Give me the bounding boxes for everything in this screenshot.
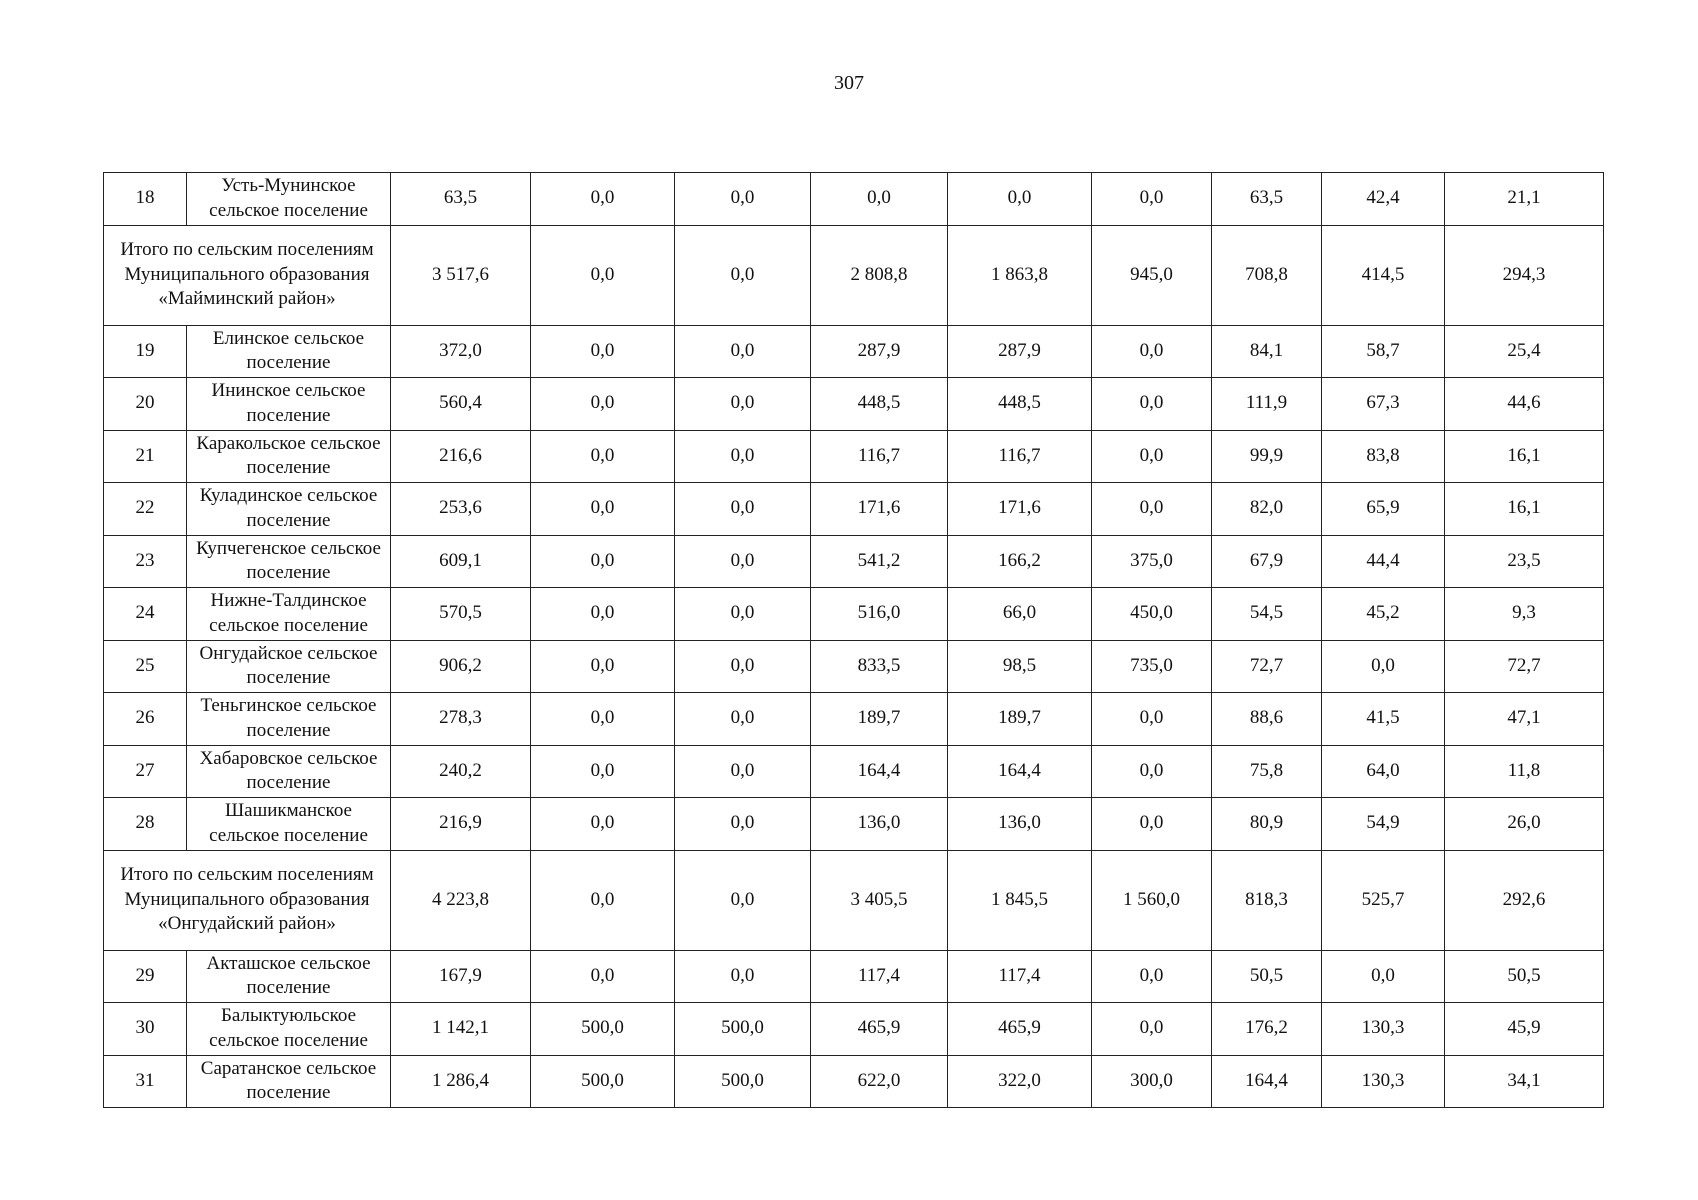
value-cell: 622,0 [811, 1055, 948, 1108]
value-cell: 116,7 [811, 430, 948, 483]
value-cell: 0,0 [531, 693, 675, 746]
value-cell: 0,0 [1092, 173, 1212, 226]
table-row [104, 588, 1604, 641]
value-cell: 83,8 [1322, 430, 1445, 483]
value-cell: 278,3 [391, 693, 531, 746]
value-cell: 0,0 [675, 693, 811, 746]
value-cell: 41,5 [1322, 693, 1445, 746]
row-number: 28 [104, 798, 187, 851]
table-row [104, 745, 1604, 798]
settlement-name: Саратанское сельское поселение [187, 1055, 391, 1108]
settlement-name: Каракольское сельское поселение [187, 430, 391, 483]
value-cell: 98,5 [948, 640, 1092, 693]
value-cell: 1 560,0 [1092, 850, 1212, 950]
value-cell: 99,9 [1212, 430, 1322, 483]
value-cell: 23,5 [1445, 535, 1604, 588]
value-cell: 450,0 [1092, 588, 1212, 641]
table-row [104, 950, 1604, 1003]
value-cell: 300,0 [1092, 1055, 1212, 1108]
value-cell: 72,7 [1212, 640, 1322, 693]
settlement-name: Шашикманское сельское поселение [187, 798, 391, 851]
value-cell: 945,0 [1092, 225, 1212, 325]
value-cell: 322,0 [948, 1055, 1092, 1108]
budget-table [103, 172, 1604, 1108]
value-cell: 64,0 [1322, 745, 1445, 798]
value-cell: 11,8 [1445, 745, 1604, 798]
value-cell: 0,0 [531, 588, 675, 641]
value-cell: 541,2 [811, 535, 948, 588]
row-number: 23 [104, 535, 187, 588]
settlement-name: Елинское сельское поселение [187, 325, 391, 378]
value-cell: 117,4 [811, 950, 948, 1003]
value-cell: 292,6 [1445, 850, 1604, 950]
value-cell: 25,4 [1445, 325, 1604, 378]
value-cell: 116,7 [948, 430, 1092, 483]
value-cell: 1 863,8 [948, 225, 1092, 325]
value-cell: 189,7 [948, 693, 1092, 746]
value-cell: 16,1 [1445, 483, 1604, 536]
table-row [104, 430, 1604, 483]
value-cell: 16,1 [1445, 430, 1604, 483]
value-cell: 0,0 [675, 225, 811, 325]
value-cell: 136,0 [811, 798, 948, 851]
value-cell: 166,2 [948, 535, 1092, 588]
settlement-name: Ининское сельское поселение [187, 378, 391, 431]
value-cell: 0,0 [675, 535, 811, 588]
value-cell: 84,1 [1212, 325, 1322, 378]
value-cell: 0,0 [675, 950, 811, 1003]
value-cell: 0,0 [1322, 640, 1445, 693]
row-number: 26 [104, 693, 187, 746]
value-cell: 0,0 [948, 173, 1092, 226]
value-cell: 72,7 [1445, 640, 1604, 693]
row-number: 21 [104, 430, 187, 483]
table-row [104, 535, 1604, 588]
settlement-name: Теньгинское сельское поселение [187, 693, 391, 746]
value-cell: 0,0 [811, 173, 948, 226]
settlement-name: Усть-Мунинское сельское поселение [187, 173, 391, 226]
value-cell: 465,9 [948, 1003, 1092, 1056]
value-cell: 26,0 [1445, 798, 1604, 851]
value-cell: 171,6 [948, 483, 1092, 536]
value-cell: 44,4 [1322, 535, 1445, 588]
value-cell: 111,9 [1212, 378, 1322, 431]
value-cell: 0,0 [675, 798, 811, 851]
row-number: 25 [104, 640, 187, 693]
row-number: 22 [104, 483, 187, 536]
value-cell: 448,5 [948, 378, 1092, 431]
value-cell: 448,5 [811, 378, 948, 431]
value-cell: 164,4 [948, 745, 1092, 798]
value-cell: 0,0 [531, 430, 675, 483]
value-cell: 67,3 [1322, 378, 1445, 431]
value-cell: 253,6 [391, 483, 531, 536]
value-cell: 189,7 [811, 693, 948, 746]
value-cell: 0,0 [531, 483, 675, 536]
value-cell: 287,9 [948, 325, 1092, 378]
value-cell: 9,3 [1445, 588, 1604, 641]
value-cell: 0,0 [1092, 798, 1212, 851]
value-cell: 0,0 [1092, 430, 1212, 483]
value-cell: 0,0 [1322, 950, 1445, 1003]
value-cell: 0,0 [675, 745, 811, 798]
table-row [104, 378, 1604, 431]
value-cell: 1 845,5 [948, 850, 1092, 950]
settlement-name: Балыктуюльское сельское поселение [187, 1003, 391, 1056]
value-cell: 525,7 [1322, 850, 1445, 950]
value-cell: 0,0 [675, 588, 811, 641]
value-cell: 0,0 [1092, 1003, 1212, 1056]
value-cell: 80,9 [1212, 798, 1322, 851]
value-cell: 0,0 [531, 640, 675, 693]
value-cell: 2 808,8 [811, 225, 948, 325]
table-row [104, 693, 1604, 746]
table-row [104, 640, 1604, 693]
value-cell: 1 142,1 [391, 1003, 531, 1056]
row-number: 19 [104, 325, 187, 378]
row-number: 29 [104, 950, 187, 1003]
value-cell: 65,9 [1322, 483, 1445, 536]
table-body [104, 173, 1604, 1108]
value-cell: 0,0 [675, 640, 811, 693]
table-row [104, 1003, 1604, 1056]
settlement-name: Купчегенское сельское поселение [187, 535, 391, 588]
value-cell: 167,9 [391, 950, 531, 1003]
settlement-name: Онгудайское сельское поселение [187, 640, 391, 693]
value-cell: 171,6 [811, 483, 948, 536]
total-row [104, 850, 1604, 950]
table-row [104, 483, 1604, 536]
value-cell: 54,9 [1322, 798, 1445, 851]
value-cell: 0,0 [1092, 950, 1212, 1003]
value-cell: 164,4 [1212, 1055, 1322, 1108]
value-cell: 176,2 [1212, 1003, 1322, 1056]
table-row [104, 798, 1604, 851]
value-cell: 0,0 [531, 225, 675, 325]
value-cell: 216,9 [391, 798, 531, 851]
value-cell: 88,6 [1212, 693, 1322, 746]
settlement-name: Хабаровское сельское поселение [187, 745, 391, 798]
value-cell: 136,0 [948, 798, 1092, 851]
value-cell: 609,1 [391, 535, 531, 588]
value-cell: 414,5 [1322, 225, 1445, 325]
value-cell: 54,5 [1212, 588, 1322, 641]
value-cell: 44,6 [1445, 378, 1604, 431]
value-cell: 164,4 [811, 745, 948, 798]
row-number: 27 [104, 745, 187, 798]
value-cell: 0,0 [675, 325, 811, 378]
value-cell: 0,0 [675, 378, 811, 431]
value-cell: 500,0 [531, 1003, 675, 1056]
table-row [104, 325, 1604, 378]
total-label: Итого по сельским поселениям Муниципального образования «Онгудайский район» [104, 850, 391, 950]
value-cell: 708,8 [1212, 225, 1322, 325]
value-cell: 0,0 [531, 535, 675, 588]
value-cell: 0,0 [1092, 745, 1212, 798]
value-cell: 818,3 [1212, 850, 1322, 950]
settlement-name: Акташское сельское поселение [187, 950, 391, 1003]
value-cell: 0,0 [675, 483, 811, 536]
total-row [104, 225, 1604, 325]
value-cell: 0,0 [531, 950, 675, 1003]
settlement-name: Куладинское сельское поселение [187, 483, 391, 536]
value-cell: 50,5 [1445, 950, 1604, 1003]
value-cell: 0,0 [531, 173, 675, 226]
value-cell: 0,0 [675, 430, 811, 483]
page-number: 307 [834, 72, 864, 94]
value-cell: 516,0 [811, 588, 948, 641]
value-cell: 3 405,5 [811, 850, 948, 950]
value-cell: 21,1 [1445, 173, 1604, 226]
value-cell: 216,6 [391, 430, 531, 483]
value-cell: 3 517,6 [391, 225, 531, 325]
value-cell: 66,0 [948, 588, 1092, 641]
row-number: 30 [104, 1003, 187, 1056]
value-cell: 500,0 [675, 1003, 811, 1056]
value-cell: 0,0 [531, 325, 675, 378]
value-cell: 372,0 [391, 325, 531, 378]
value-cell: 500,0 [675, 1055, 811, 1108]
value-cell: 0,0 [675, 173, 811, 226]
value-cell: 42,4 [1322, 173, 1445, 226]
value-cell: 0,0 [1092, 325, 1212, 378]
value-cell: 58,7 [1322, 325, 1445, 378]
value-cell: 63,5 [1212, 173, 1322, 226]
value-cell: 500,0 [531, 1055, 675, 1108]
value-cell: 63,5 [391, 173, 531, 226]
value-cell: 240,2 [391, 745, 531, 798]
value-cell: 75,8 [1212, 745, 1322, 798]
value-cell: 735,0 [1092, 640, 1212, 693]
row-number: 31 [104, 1055, 187, 1108]
value-cell: 375,0 [1092, 535, 1212, 588]
value-cell: 287,9 [811, 325, 948, 378]
value-cell: 465,9 [811, 1003, 948, 1056]
value-cell: 0,0 [531, 378, 675, 431]
value-cell: 82,0 [1212, 483, 1322, 536]
value-cell: 906,2 [391, 640, 531, 693]
value-cell: 0,0 [675, 850, 811, 950]
value-cell: 45,9 [1445, 1003, 1604, 1056]
settlement-name: Нижне-Талдинское сельское поселение [187, 588, 391, 641]
value-cell: 130,3 [1322, 1003, 1445, 1056]
value-cell: 570,5 [391, 588, 531, 641]
value-cell: 67,9 [1212, 535, 1322, 588]
value-cell: 4 223,8 [391, 850, 531, 950]
value-cell: 130,3 [1322, 1055, 1445, 1108]
value-cell: 0,0 [1092, 693, 1212, 746]
value-cell: 45,2 [1322, 588, 1445, 641]
value-cell: 0,0 [531, 798, 675, 851]
value-cell: 560,4 [391, 378, 531, 431]
value-cell: 1 286,4 [391, 1055, 531, 1108]
table-row [104, 173, 1604, 226]
row-number: 20 [104, 378, 187, 431]
value-cell: 50,5 [1212, 950, 1322, 1003]
value-cell: 0,0 [1092, 483, 1212, 536]
value-cell: 0,0 [1092, 378, 1212, 431]
table-row [104, 1055, 1604, 1108]
value-cell: 34,1 [1445, 1055, 1604, 1108]
row-number: 24 [104, 588, 187, 641]
value-cell: 833,5 [811, 640, 948, 693]
total-label: Итого по сельским поселениям Муниципального образования «Майминский район» [104, 225, 391, 325]
value-cell: 47,1 [1445, 693, 1604, 746]
value-cell: 0,0 [531, 850, 675, 950]
value-cell: 0,0 [531, 745, 675, 798]
value-cell: 117,4 [948, 950, 1092, 1003]
value-cell: 294,3 [1445, 225, 1604, 325]
row-number: 18 [104, 173, 187, 226]
